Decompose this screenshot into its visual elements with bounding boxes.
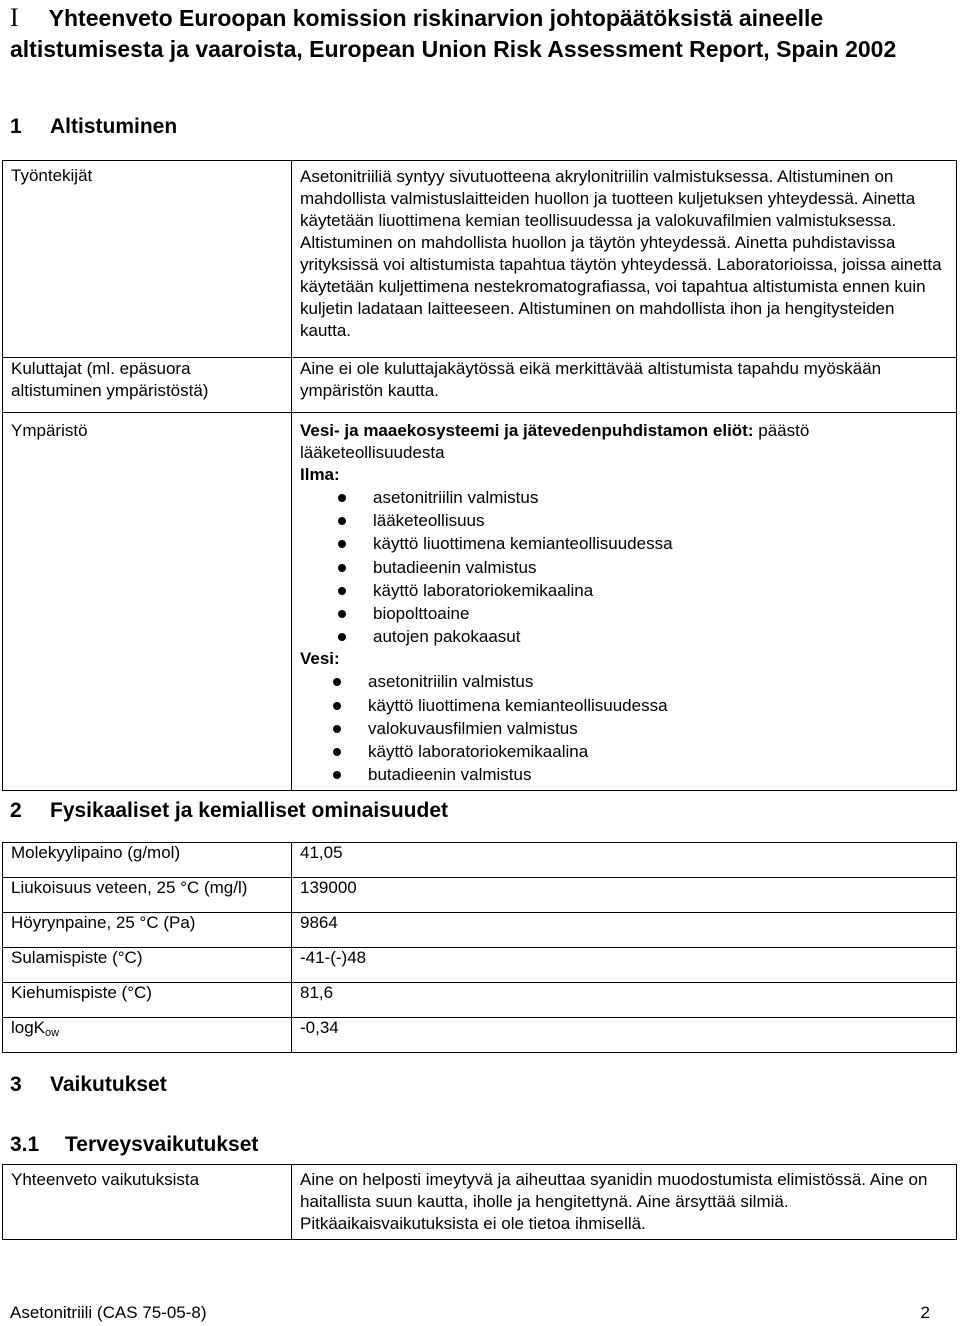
summary-text: Aine on helposti imeytyvä ja aiheuttaa syanidin muodostumista elimistössä. Aine on haitallista suun kautta, iholle ja hengitettynä. Aine ärsyttää silmiä. Pitkäaikaisvaikutuksista ei ole tietoa ihmisellä. <box>300 1170 928 1233</box>
page-title <box>10 2 950 65</box>
property-label: Höyrynpaine, 25 °C (Pa) <box>3 913 292 948</box>
section-3-1-heading <box>10 1132 258 1158</box>
section-title: Vaikutukset <box>50 1073 167 1096</box>
list-item: käyttö laboratoriokemikaalina <box>300 579 948 602</box>
section-title: Fysikaaliset ja kemialliset ominaisuudet <box>50 799 449 822</box>
property-value: 41,05 <box>292 843 957 878</box>
properties-table <box>2 842 957 1053</box>
property-label: Molekyylipaino (g/mol) <box>3 843 292 878</box>
environment-text-cell <box>292 413 957 791</box>
table-row <box>3 413 957 791</box>
property-value: -0,34 <box>292 1018 957 1053</box>
health-effects-table <box>2 1164 957 1240</box>
list-item: autojen pakokaasut <box>300 625 948 648</box>
workers-text-cell <box>292 161 957 358</box>
air-label: Ilma: <box>300 465 340 484</box>
consumers-text: Aine ei ole kuluttajakäytössä eikä merkittävää altistumista tapahdu myöskään ympäristön kautta. <box>300 359 882 400</box>
consumers-label: Kuluttajat (ml. epäsuora altistuminen ympäristöstä) <box>11 359 209 400</box>
workers-text: Asetonitriiliä syntyy sivutuotteena akrylonitriilin valmistuksessa. Altistuminen on mahdollista valmistuslaitteiden huollon ja tuotteen kuljetuksen yhteydessä. Ainetta käytetään liuottimena kemian teollisuudessa ja valokuvafilmien valmistuksessa. Altistuminen on mahdollista huollon ja täytön yhteydessä. Ainetta puhdistavissa yrityksissä voi altistumista tapahtua täytön yhteydessä. Laboratorioissa, joissa ainetta käytetään kuljettimena nestekromatografiassa, voi tapahtua altistumista ennen kuin kuljetin ladataan laitteeseen. Altistuminen on mahdollista ihon ja hengitysteiden kautta. <box>300 167 942 340</box>
property-value: 139000 <box>292 878 957 913</box>
table-row <box>3 161 957 358</box>
list-item: käyttö liuottimena kemianteollisuudessa <box>300 532 948 555</box>
section-title: Terveysvaikutukset <box>65 1133 259 1156</box>
section-roman-numeral: I <box>10 3 19 32</box>
page-footer <box>10 1302 930 1324</box>
consumers-label-cell <box>3 358 292 413</box>
environment-intro-rest: päästö lääketeollisuudesta <box>300 421 810 462</box>
table-row <box>3 913 957 948</box>
section-title: Altistuminen <box>50 115 178 138</box>
list-item: lääketeollisuus <box>300 509 948 532</box>
environment-intro-bold: Vesi- ja maaekosysteemi ja jätevedenpuhdistamon eliöt: <box>300 421 754 440</box>
list-item: asetonitriilin valmistus <box>300 486 948 509</box>
consumers-text-cell <box>292 358 957 413</box>
table-row <box>3 1018 957 1053</box>
property-value: 81,6 <box>292 983 957 1018</box>
table-row <box>3 948 957 983</box>
water-label: Vesi: <box>300 649 340 669</box>
table-row <box>3 358 957 413</box>
property-label: Kiehumispiste (°C) <box>3 983 292 1018</box>
footer-doc-name: Asetonitriili (CAS 75-05-8) <box>10 1303 207 1322</box>
environment-label-cell <box>3 413 292 791</box>
exposure-table <box>2 160 957 791</box>
section-number: 2 <box>10 799 22 822</box>
list-item: käyttö liuottimena kemianteollisuudessa <box>300 694 948 717</box>
air-sources-list <box>300 486 948 648</box>
table-row <box>3 983 957 1018</box>
table-row <box>3 878 957 913</box>
property-label: Liukoisuus veteen, 25 °C (mg/l) <box>3 878 292 913</box>
list-item: biopolttoaine <box>300 602 948 625</box>
section-2-heading <box>10 798 448 824</box>
water-sources-list <box>300 670 948 786</box>
table-row <box>3 1165 957 1240</box>
section-1-heading <box>10 114 177 140</box>
logk-base: logK <box>11 1018 46 1037</box>
list-item: käyttö laboratoriokemikaalina <box>300 740 948 763</box>
summary-label: Yhteenveto vaikutuksista <box>11 1170 200 1189</box>
property-value: -41-(-)48 <box>292 948 957 983</box>
list-item: valokuvausfilmien valmistus <box>300 717 948 740</box>
table-row <box>3 843 957 878</box>
list-item: asetonitriilin valmistus <box>300 670 948 693</box>
property-label-logk <box>3 1018 292 1053</box>
list-item: butadieenin valmistus <box>300 763 948 786</box>
environment-label: Ympäristö <box>11 421 88 440</box>
workers-label: Työntekijät <box>11 166 93 185</box>
list-item: butadieenin valmistus <box>300 556 948 579</box>
summary-label-cell <box>3 1165 292 1240</box>
section-number: 1 <box>10 115 22 138</box>
summary-text-cell <box>292 1165 957 1240</box>
property-value: 9864 <box>292 913 957 948</box>
section-number: 3 <box>10 1073 22 1096</box>
logk-subscript: ow <box>45 1027 60 1039</box>
property-label: Sulamispiste (°C) <box>3 948 292 983</box>
section-3-heading <box>10 1072 167 1098</box>
environment-intro <box>300 420 948 464</box>
page-title-text: Yhteenveto Euroopan komission riskinarvion johtopäätöksistä aineelle altistumisesta ja vaaroista, European Union Risk Assessment Report, Spain 2002 <box>10 5 897 62</box>
section-number: 3.1 <box>10 1133 40 1156</box>
page-number: 2 <box>920 1303 930 1322</box>
environment-content <box>292 413 956 790</box>
workers-label-cell <box>3 161 292 358</box>
